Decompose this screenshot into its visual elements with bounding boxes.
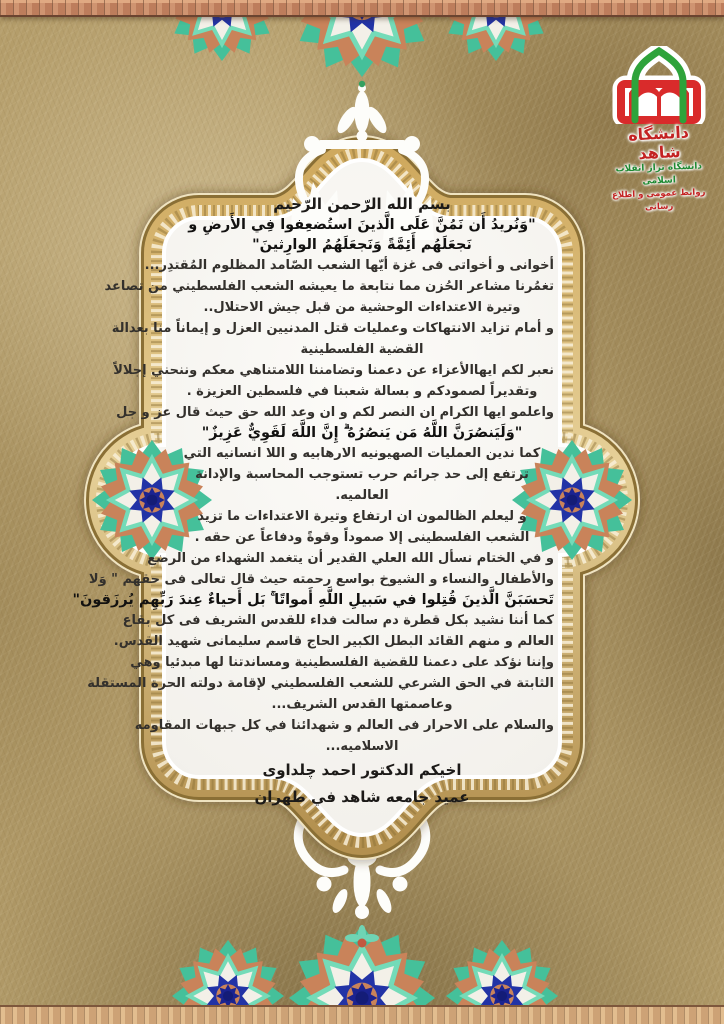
letter-line: وعاصمتها القدس الشريف... (271, 697, 453, 712)
letter-line: اخيكم الدكتور احمد چلداوى (262, 761, 462, 779)
letter-line: وإننا نؤكد على دعمنا للقضية الفلسطينية ومساندتنا لها مبدئيا وهي (130, 655, 554, 670)
letter-line: واعلمو ايها الكرام ان النصر لكم و ان وعد الله حق حيث قال عز و جل (116, 405, 554, 420)
logo-department-line: روابط عمومی و اطلاع رسانی (611, 187, 706, 213)
brick-border-bottom (0, 1005, 724, 1024)
letter-line: وتقديراً لصمودكم و بسالة شعبنا في فلسطين العزيزة . (186, 384, 538, 399)
arch-book-emblem-icon (607, 46, 711, 124)
logo-motto-line: دانشگاه تراز انقلاب اسلامی (615, 161, 703, 187)
letter-line: أخوانى و أخواتى فى غزة أيّها الشعب الصّامد المظلوم المُقتدِر... (144, 258, 554, 273)
letter-line: و في الختام نسأل الله العلي القدير أن يتغمد الشهداء من الرضع (147, 551, 554, 566)
letter-line: العالم و منهم القائد البطل الكبير الحاج قاسم سليمانى شهيد القدس. (113, 634, 554, 649)
letter-line: الاسلاميه... (325, 739, 399, 754)
letter-line: الشعب الفلسطينى إلا صموداً وقوةً ودفاعاً عن حقه . (194, 530, 530, 545)
letter-line: والسلام على الاحرار فى العالم و شهدائنا في كل جبهات المقاومه (134, 718, 554, 733)
letter-line: كما أننا نشيد بكل قطرة دم سالت فداء للقدس الشريف فى كل بقاع (122, 613, 554, 628)
letter-line: نَجعَلَهُم أَئِمَّةً وَنَجعَلَهُمُ الوارِثينَ" (252, 237, 472, 253)
letter-line: "وَلَيَنصُرَنَّ اللَّهُ مَن يَنصُرُهُ ۗ إِنَّ اللَّهَ لَقَوِيٌّ عَزِيزٌ" (201, 425, 523, 441)
letter-line: تغمُرنا مشاعر الحُزن مما نتابعة ما يعيشه الشعب الفلسطيني من تصاعد (104, 279, 554, 294)
shahed-university-logo (606, 46, 712, 214)
logo-university-name: دانشگاه شاهد (627, 122, 690, 164)
letter-line: العالميه. (335, 488, 389, 503)
letter-line: والأطفال والنساء و الشيوخ بواسع رحمته حيث قال تعالى فى حقهم " وَلا (88, 572, 554, 587)
letter-line: نعبر لكم ايهاالأعزاء عن دعمنا وتضامننا اللامتناهي معكم وننحني إجلالاً (113, 363, 554, 378)
brick-border-top (0, 0, 724, 17)
letter-line: تَحسَبَنَّ الَّذينَ قُتِلوا في سَبيلِ اللَّهِ أَمواتًا ۚ بَل أَحياءٌ عِندَ رَبِّهِم يُرزَقونَ" (72, 592, 554, 608)
letter-line: و أمام تزايد الانتهاكات وعمليات قتل المدنيين العزل و إيماناً منا بعدالة (111, 321, 554, 336)
letter-line: و ليعلم الظالمون ان ارتفاع وتيرة الاعتداءات ما تزيد (197, 509, 527, 524)
letter-line: الثابتة في الحق الشرعي للشعب الفلسطيني لإقامة دولته الحرة المستقلة (87, 676, 554, 691)
letter-line: "وَنُريدُ أَن نَمُنَّ عَلَى الَّذينَ استُضعِفوا فِي الأَرضِ و (188, 217, 536, 233)
letter-line: بسم الله الرّحمن الرّحيم (273, 195, 451, 213)
letter-line: عميد جامعه شاهد في طهران (254, 788, 470, 806)
letter-line: القضية الفلسطينية (300, 342, 424, 357)
letter-line: ترتفع إلى حد جرائم حرب تستوجب المحاسبة والإدانة (195, 467, 529, 482)
letter-line: وتيرة الاعتداءات الوحشية من قبل جيش الاحتلال.. (203, 300, 521, 315)
letter-line: كما ندين العمليات الصهيونيه الارهابيه و اللا انسانيه التي (183, 446, 541, 461)
letter-body (72, 193, 554, 811)
